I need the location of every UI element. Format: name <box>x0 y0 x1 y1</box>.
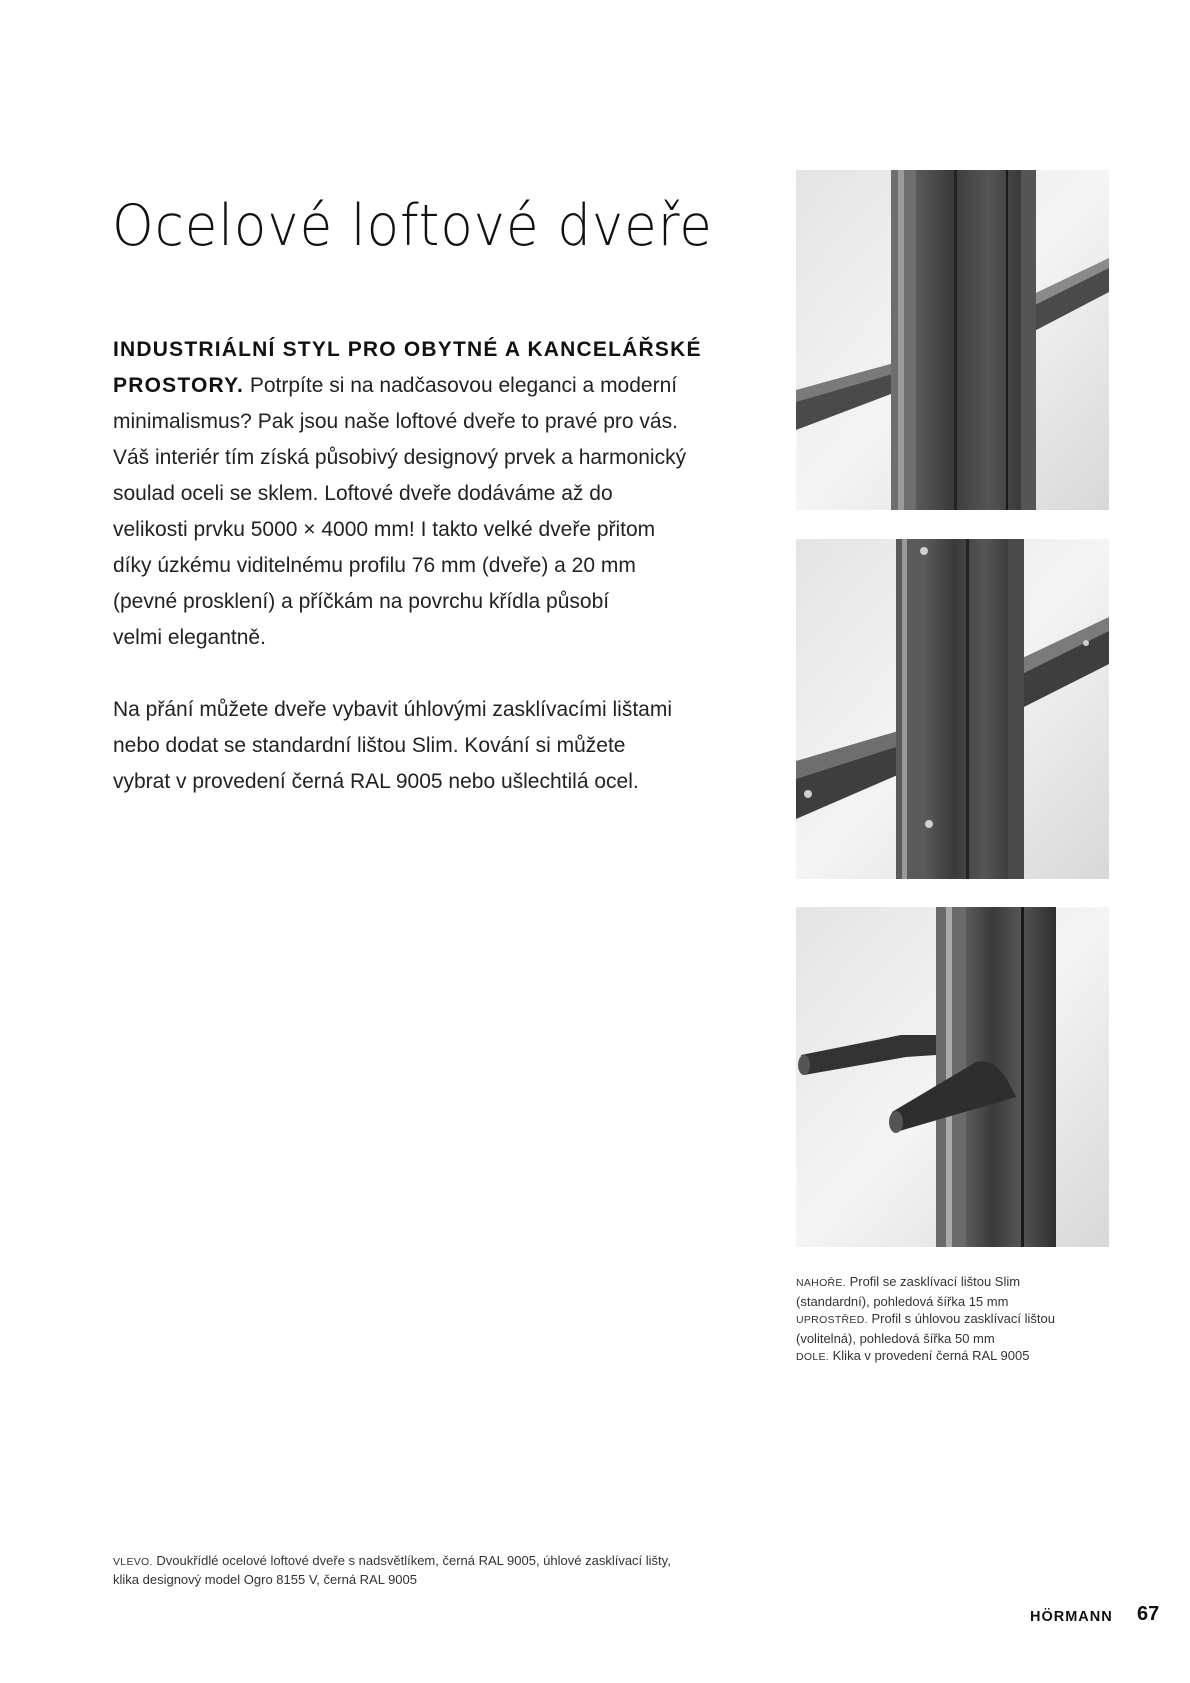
page-title: Ocelové loftové dveře <box>112 193 713 260</box>
caption-text: (standardní), pohledová šířka 15 mm <box>796 1293 1009 1309</box>
left-page-caption <box>113 1552 813 1589</box>
intro-text-line: Váš interiér tím získá působivý designový prvek a harmonický <box>113 446 687 469</box>
caption-label-middle: UPROSTŘED. <box>796 1314 868 1327</box>
photo-door-handle <box>796 907 1109 1247</box>
caption-text: (volitelná), pohledová šířka 50 mm <box>796 1330 995 1346</box>
options-text-line: nebo dodat se standardní lištou Slim. Kování si můžete <box>113 734 626 757</box>
options-paragraph <box>113 692 733 800</box>
photo-profile-angular <box>796 539 1109 879</box>
caption-label-top: NAHOŘE. <box>796 1277 846 1289</box>
caption-text: Profil se zasklívací lištou Slim <box>845 1274 1021 1289</box>
intro-text-line: velmi elegantně. <box>113 626 266 649</box>
intro-text-line: (pevné prosklení) a příčkám na povrchu křídla působí <box>113 590 610 613</box>
intro-text-line: minimalismus? Pak jsou naše loftové dveře to pravé pro vás. <box>113 410 678 433</box>
intro-text-line: díky úzkému viditelnému profilu 76 mm (dveře) a 20 mm <box>113 554 636 577</box>
page-number: 67 <box>1137 1603 1160 1625</box>
options-text-line: Na přání můžete dveře vybavit úhlovými zasklívacími lištami <box>113 698 673 721</box>
intro-lead-end: PROSTORY. <box>113 374 244 397</box>
caption-text: Profil s úhlovou zasklívací lištou <box>867 1311 1055 1327</box>
caption-label-bottom: DOLE. <box>796 1351 830 1364</box>
caption-text: Dvoukřídlé ocelové loftové dveře s nadsvětlíkem, černá RAL 9005, úhlové zasklívací lišty, <box>152 1553 671 1568</box>
intro-lead-line: INDUSTRIÁLNÍ STYL PRO OBYTNÉ A KANCELÁŘSKÉ <box>113 338 702 361</box>
caption-label-left: VLEVO. <box>113 1556 153 1568</box>
caption-text: Klika v provedení černá RAL 9005 <box>829 1348 1030 1364</box>
intro-paragraph <box>113 332 733 656</box>
intro-text-line: Potrpíte si na nadčasovou eleganci a moderní <box>244 374 678 397</box>
photo-captions <box>796 1273 1116 1367</box>
caption-text: klika designový model Ogro 8155 V, černá RAL 9005 <box>113 1572 418 1587</box>
intro-text-line: soulad oceli se sklem. Loftové dveře dodáváme až do <box>113 482 613 505</box>
photo-profile-slim <box>796 170 1109 510</box>
options-text-line: vybrat v provedení černá RAL 9005 nebo ušlechtilá ocel. <box>113 770 639 793</box>
intro-text-line: velikosti prvku 5000 × 4000 mm! I takto velké dveře přitom <box>113 518 656 541</box>
brand-logo: HÖRMANN <box>1030 1609 1113 1625</box>
